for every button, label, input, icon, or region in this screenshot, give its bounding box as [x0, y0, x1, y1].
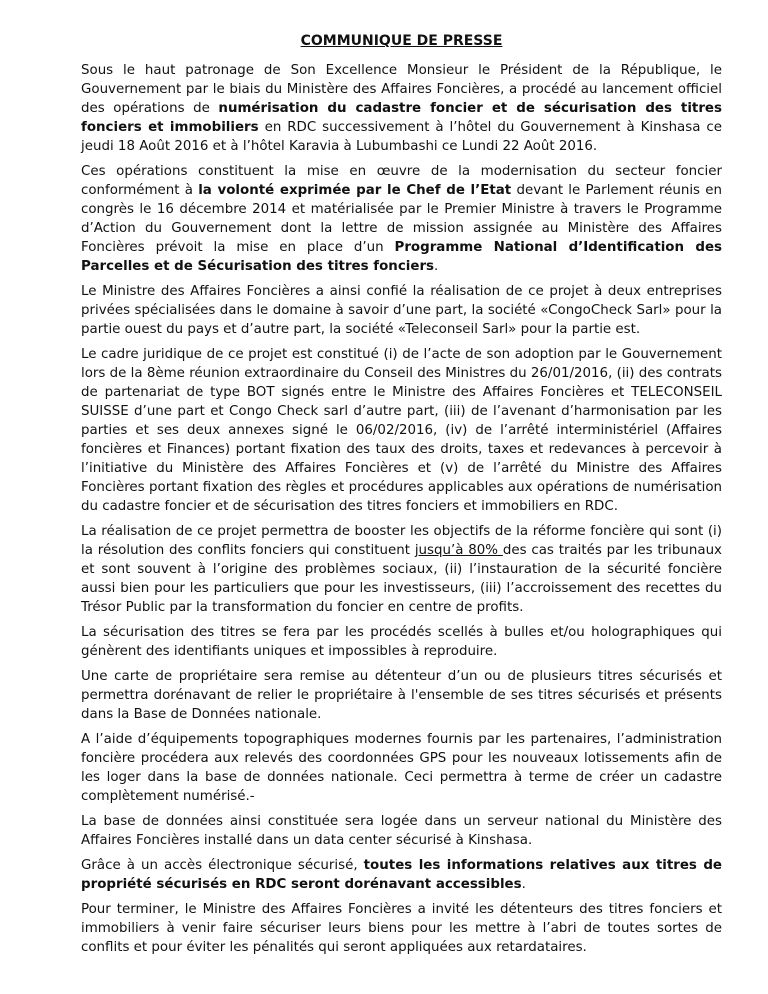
- text-run: Ces opérations constituent la mise en œuvre de la modernisation du secteur foncier conformément à: [81, 164, 722, 198]
- document-body: [81, 61, 722, 957]
- text-run: .: [434, 259, 439, 274]
- document-title: COMMUNIQUE DE PRESSE: [300, 33, 503, 49]
- text-run: en RDC successivement à l’hôtel du Gouvernement à Kinshasa ce jeudi 18 Août 2016 et à l’hôtel Karavia à Lubumbashi ce Lundi 22 Août 2016.: [81, 120, 722, 154]
- text-run: des cas traités par les tribunaux et sont souvent à l’origine des problèmes sociaux, (ii) l’instauration de la sécurité foncière aussi bien pour les particuliers que pour les investisseurs, (iii) l’accroissement des recettes du Trésor Public par la transformation du foncier en centre de profits.: [81, 543, 722, 615]
- paragraph: [81, 900, 722, 957]
- paragraph: [81, 623, 722, 661]
- text-run: Le Ministre des Affaires Foncières a ainsi confié la réalisation de ce projet à deux entreprises privées spécialisées dans le domaine à savoir d’une part, la société «CongoCheck Sarl» pour la partie ouest du pays et d’autre part, la société «Teleconseil Sarl» pour la partie est.: [81, 284, 722, 337]
- paragraph: [81, 812, 722, 850]
- text-run: .: [521, 877, 526, 892]
- text-run: Sous le haut patronage de Son Excellence Monsieur le Président de la République, le Gouvernement par le biais du Ministère des Affaires Foncières, a procédé au lancement officiel des opérations de: [81, 63, 722, 116]
- paragraph: [81, 730, 722, 806]
- paragraph: [81, 162, 722, 276]
- paragraph: [81, 61, 722, 156]
- text-run: La base de données ainsi constituée sera logée dans un serveur national du Ministère des Affaires Foncières installé dans un data center sécurisé à Kinshasa.: [81, 814, 722, 848]
- paragraph: [81, 667, 722, 724]
- text-run: A l’aide d’équipements topographiques modernes fournis par les partenaires, l’administration foncière procédera aux relevés des coordonnées GPS pour les nouveaux lotissements afin de les loger dans la base de données nationale. Ceci permettra à terme de créer un cadastre complètement numérisé.-: [81, 732, 722, 804]
- bold-text-run: numérisation du cadastre foncier et de sécurisation des titres fonciers et immobiliers: [81, 101, 722, 135]
- text-run: La réalisation de ce projet permettra de booster les objectifs de la réforme foncière qui sont (i) la résolution des conflits fonciers qui constituent: [81, 524, 722, 558]
- text-run: Une carte de propriétaire sera remise au détenteur d’un ou de plusieurs titres sécurisés et permettra dorénavant de relier le propriétaire à l'ensemble de ses titres sécurisés et présents dans la Base de Données nationale.: [81, 669, 722, 722]
- underlined-text-run: jusqu’à 80%: [414, 543, 503, 558]
- text-run: La sécurisation des titres se fera par les procédés scellés à bulles et/ou holographiques qui génèrent des identifiants uniques et impossibles à reproduire.: [81, 625, 722, 659]
- text-run: devant le Parlement réunis en congrès le 16 décembre 2014 et matérialisée par le Premier Ministre à travers le Programme d’Action du Gouvernement dont la lettre de mission assignée au Ministère des Affaires Foncières prévoit la mise en place d’un: [81, 183, 722, 255]
- bold-text-run: toutes les informations relatives aux titres de propriété sécurisés en RDC seront dorénavant accessibles: [81, 858, 722, 892]
- text-run: Grâce à un accès électronique sécurisé,: [81, 858, 364, 873]
- text-run: Le cadre juridique de ce projet est constitué (i) de l’acte de son adoption par le Gouvernement lors de la 8ème réunion extraordinaire du Conseil des Ministres du 26/01/2016, (ii) des contrats de partenariat de type BOT signés entre le Ministre des Affaires Foncières et TELECONSEIL SUISSE d’une part et Congo Check sarl d’autre part, (iii) de l’avenant d’harmonisation par les parties et ses deux annexes signé le 06/02/2016, (iv) de l’arrêté interministériel (Affaires foncières et Finances) portant fixation des taux des droits, taxes et redevances à percevoir à l’initiative du Ministère des Affaires Foncières et (v) de l’arrêté du Ministre des Affaires Foncières portant fixation des règles et procédures applicables aux opérations de numérisation du cadastre foncier et de sécurisation des titres fonciers et immobiliers en RDC.: [81, 347, 722, 514]
- paragraph: [81, 522, 722, 617]
- bold-text-run: la volonté exprimée par le Chef de l’Etat: [198, 183, 512, 198]
- text-run: Pour terminer, le Ministre des Affaires Foncières a invité les détenteurs des titres fonciers et immobiliers à venir faire sécuriser leurs biens pour les mettre à l’abri de toutes sortes de conflits et pour éviter les pénalités qui seront appliquées aux retardataires.: [81, 902, 722, 955]
- press-release-page: [81, 32, 722, 963]
- paragraph: [81, 856, 722, 894]
- paragraph: [81, 282, 722, 339]
- paragraph: [81, 345, 722, 516]
- bold-text-run: Programme National d’Identification des Parcelles et de Sécurisation des titres fonciers: [81, 240, 722, 274]
